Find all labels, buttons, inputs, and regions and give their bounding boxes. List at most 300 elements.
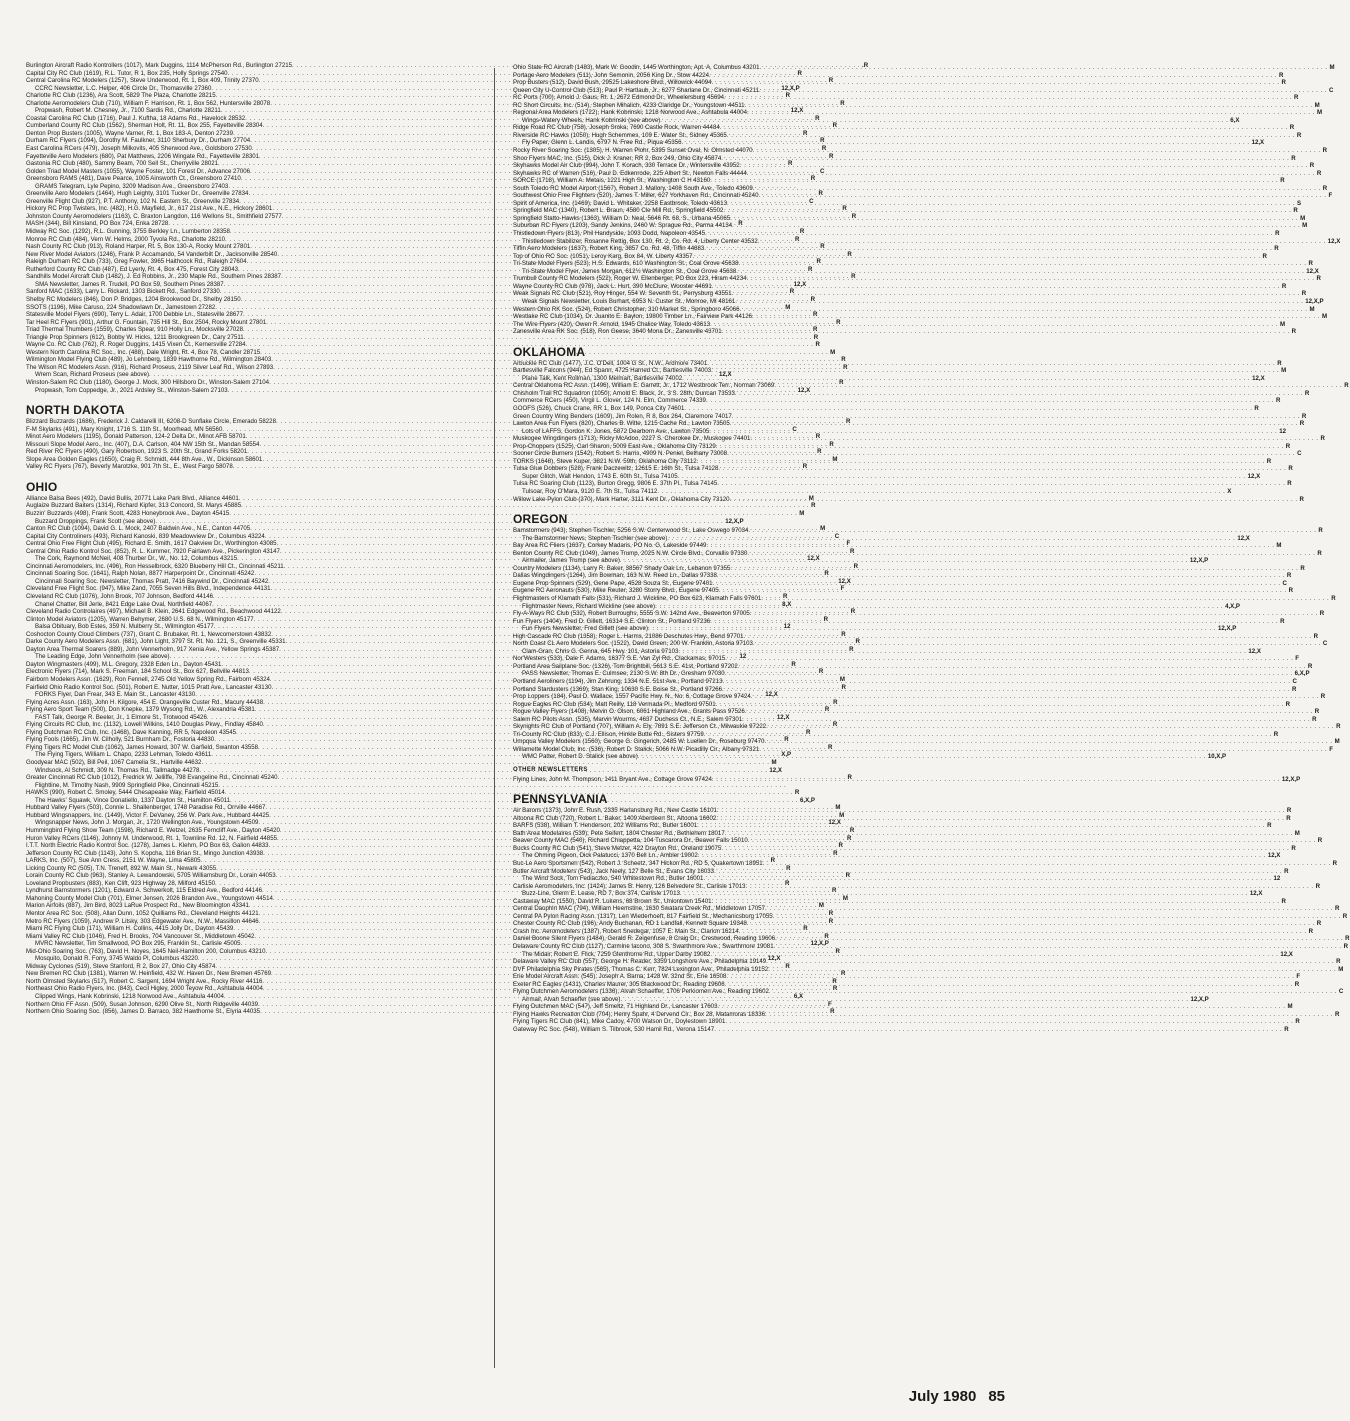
listing-text: Flying Acres Assn. (163), John H. Kilgore, 454 E. Orangeville Custer Rd., Macury 44438 bbox=[26, 698, 264, 706]
listing-code: C bbox=[834, 532, 840, 540]
listing-text: Hummingbird Flying Show Team (1598), Richard E. Wetzel, 2635 Ferncliff Ave., Dayton 45420 bbox=[26, 826, 280, 834]
listing-text: Rocky River Soaring Soc. (1305), H. Warren Plohr, 5395 Sunset Oval, N. Olmsted 44070 bbox=[513, 147, 753, 155]
listing-text: Propwash, Robert M. Chesney, Jr., 7100 Sardis Rd., Charlotte 28211 bbox=[35, 107, 221, 115]
listing-code: R bbox=[1273, 730, 1279, 738]
newsletter-listing bbox=[26, 782, 484, 790]
listing-text: Burlington Aircraft Radio Kontrollers (1017), Mark Duggins, 1114 McPherson Rd., Burlington 27215 bbox=[26, 62, 293, 69]
newsletter-listing bbox=[26, 183, 484, 191]
listing-code: 12,X,P bbox=[781, 84, 800, 92]
listing-code: R bbox=[836, 318, 841, 326]
listing-text: Fun Flyers (1404), Fred D. Gillett, 16314 S.E. Clinton St., Portland 97236 bbox=[513, 617, 711, 625]
listing-text: Wilmington Model Flying Club (489), Jo Lehnberg, 1839 Hawthorne Rd., Wilmington 28403 bbox=[26, 356, 272, 364]
club-listing bbox=[513, 290, 1307, 298]
listing-code: 12,X bbox=[767, 955, 781, 963]
listing-code: 12,X bbox=[793, 280, 807, 288]
listing-text: FORKS Flyer, Dan Frear, 343 E. Main St., Lancaster 43130 bbox=[35, 691, 196, 699]
listing-code: M bbox=[1302, 222, 1308, 230]
listing-code: M bbox=[839, 811, 845, 819]
listing-code: R bbox=[843, 363, 848, 371]
dot-leader bbox=[774, 943, 1342, 951]
listing-code: 12,X bbox=[719, 371, 732, 379]
listing-text: Exeter RC Eagles (1431), Charles Maurer, 305 Blackwood Dr., Reading 19606 bbox=[513, 980, 725, 988]
listing-text: Central Carolina RC Modelers (1257), Steve Underwood, Rt. 1, Box 409, Trinity 27370 bbox=[26, 77, 259, 85]
dot-leader bbox=[705, 230, 1273, 238]
club-listing bbox=[513, 562, 1305, 573]
listing-text: Canton RC Club (1094), David G. L. Mock, 2407 Baldwin Ave., N.E., Canton 44705 bbox=[26, 525, 251, 533]
dot-leader bbox=[725, 670, 1293, 678]
listing-code: C bbox=[1322, 640, 1328, 648]
listing-code: M bbox=[1314, 101, 1320, 109]
listing-text: Winston-Salem RC Club (1180), George J. Mock, 300 Hillsboro Dr., Winston-Salem 27104 bbox=[26, 378, 270, 386]
newsletter-listing bbox=[513, 235, 1341, 246]
listing-code: R bbox=[842, 205, 847, 213]
listing-code: S bbox=[1296, 199, 1302, 207]
listing-code: R bbox=[802, 463, 808, 471]
listing-text: Skynights RC Club of Portland (707), William A. Ely, 7891 S.E. Jefferson Ct., Milwaukie 97222 bbox=[513, 723, 767, 731]
club-listing bbox=[513, 822, 1272, 830]
club-listing bbox=[513, 829, 1300, 838]
listing-text: Central Ohio Radio Kontrol Soc. (852), R. L. Kummer, 7920 Fairlawn Ave., Pickerington 43147 bbox=[26, 547, 280, 555]
listing-text: Erie Model Aircraft Assn. (545), Joseph A. Barna, 1428 W. 32nd St., Erie 16508 bbox=[513, 973, 727, 981]
listing-code: R bbox=[1289, 124, 1295, 132]
listing-text: Lawton Area Fun Flyers (820), Charles B. Witte, 1215 Cache Rd., Lawton 73505 bbox=[513, 420, 730, 428]
club-listing bbox=[513, 212, 1306, 223]
club-listing bbox=[513, 197, 1302, 208]
listing-text: Mosquito, Donald R. Forry, 3745 Waldo Pl, Columbus 43220 bbox=[35, 955, 198, 963]
listing-code: R bbox=[1316, 169, 1322, 177]
listing-text: Northern Ohio Soaring Soc. (856), James D. Barraco, 382 Hawthorne St., Elyria 44035 bbox=[26, 1008, 261, 1016]
listing-text: Triad Thermal Thumbers (1559), Charles Spear, 910 Holly Ln., Mocksville 27028 bbox=[26, 326, 243, 334]
listing-code: R bbox=[833, 849, 838, 857]
listing-text: Central Dauphin MAC (794), William Heemstine, 1630 Swatara Creek Rd., Middletown 17057 bbox=[513, 905, 765, 913]
club-listing bbox=[513, 640, 1328, 648]
listing-code: R bbox=[821, 145, 827, 153]
listing-text: Willamette Model Club, Inc. (536), Robert D. Stalick, 5066 N.W. Picadilly Cir., Albany 97321 bbox=[513, 745, 760, 753]
listing-text: SORCE (1718), William A. Metais, 1221 High St., Washington C H 43160 bbox=[513, 177, 711, 185]
listing-code: 12,X bbox=[1249, 890, 1263, 898]
listing-text: Capital City RC Club (1619), R.L. Tutor, R 1, Box 235, Holly Springs 27540 bbox=[26, 69, 228, 77]
club-listing bbox=[513, 79, 1286, 87]
state-heading: OHIO bbox=[26, 479, 58, 494]
listing-code: R bbox=[851, 273, 856, 281]
dot-leader bbox=[727, 450, 1295, 458]
club-listing bbox=[513, 577, 1287, 588]
newsletter-listing bbox=[513, 849, 1281, 860]
dot-leader bbox=[748, 527, 1316, 535]
dot-leader bbox=[716, 815, 1284, 823]
listing-code: R bbox=[1301, 290, 1307, 298]
listing-text: Coshocton County Cloud Climbers (737), Grant C. Brubaker, Rt. 1, Newcomerstown 43832 bbox=[26, 630, 272, 638]
listing-text: Nor'Westers (533), Dale F. Adams, 16377 S.E. Van Zyl Rd., Clackamas, 97015 bbox=[513, 655, 726, 663]
listing-code: R bbox=[835, 947, 840, 955]
listing-code: F bbox=[846, 540, 851, 548]
listing-code: R bbox=[815, 433, 821, 441]
listing-code: R bbox=[841, 356, 846, 364]
club-listing bbox=[513, 713, 1317, 724]
dot-leader bbox=[758, 235, 1326, 246]
listing-code: R bbox=[810, 175, 816, 183]
listing-code: R bbox=[824, 570, 829, 578]
listing-text: Marion Airfoils (887), Jim Bird, 8023 LaRue Prospect Rd., New Bloomington 43341 bbox=[26, 902, 249, 910]
club-listing bbox=[513, 99, 1320, 110]
dot-leader bbox=[746, 275, 1314, 283]
listing-code: 12,X bbox=[1252, 374, 1265, 382]
dot-leader bbox=[620, 557, 1188, 565]
listing-code: R bbox=[832, 721, 838, 729]
listing-code: R bbox=[845, 872, 851, 880]
page-number: 85 bbox=[988, 1388, 1005, 1405]
listing-text: Lorain County RC Club (963), Stanley A. Lewandowski, 5705 Williamsburg Dr., Lorain 44053 bbox=[26, 872, 276, 880]
listing-text: Rutherford County RC Club (487), Ed Lyerly, Rt. 4, Box 475, Forest City 28043 bbox=[26, 265, 239, 273]
listing-text: Flightline, M. Timothy Nash, 9909 Springfield Pike, Cincinnati 45215 bbox=[35, 781, 219, 789]
club-listing bbox=[513, 177, 1285, 185]
dot-leader bbox=[726, 973, 1294, 981]
listing-code: C bbox=[1297, 450, 1302, 458]
listing-text: Electronic Flyers (714), Mark S. Freeman, 184 School St., Box 627, Bellville 44813 bbox=[26, 668, 249, 676]
dot-leader bbox=[709, 425, 1277, 436]
listing-code: R bbox=[849, 645, 854, 653]
listing-code: R bbox=[1287, 480, 1292, 488]
listing-text: RC Ports (700), Arnold J. Gaus, Rt. 1, 2672 Edmond Dr., Wheelersburg 45694 bbox=[513, 94, 725, 102]
club-listing bbox=[513, 303, 1315, 314]
club-listing bbox=[513, 988, 1344, 996]
club-listing bbox=[513, 698, 1291, 709]
dot-leader bbox=[721, 845, 1289, 853]
club-listing bbox=[513, 958, 1341, 966]
listing-code: C bbox=[1329, 86, 1334, 94]
listing-text: Charlotte Aeromodelers Club (710), William F. Harrison, Rt. 1, Box 562, Huntersville 28078 bbox=[26, 99, 271, 107]
listing-code: 12,X bbox=[807, 555, 820, 563]
listing-text: Portland Area Sailplane Soc. (1326), Tom Brightbill, 5613 S.E. 41st, Portland 97202 bbox=[513, 662, 738, 670]
dot-leader bbox=[712, 280, 1280, 291]
listing-text: Umpqua Valley Modelers (1560), George G. Gingerich, 2485 W. Luellen Dr., Roseburg 97470 bbox=[513, 738, 765, 746]
newsletter-listing bbox=[513, 114, 1240, 125]
listing-text: BARFS (538), William T. Henderson, 202 Williams Rd., Butler 16001 bbox=[513, 822, 698, 830]
listing-code: 12,X bbox=[828, 819, 841, 827]
dot-leader bbox=[712, 79, 1280, 87]
listing-code: R bbox=[785, 92, 790, 100]
listing-code: R bbox=[1322, 147, 1327, 155]
listing-text: Tiffin Aero Modelers (1637), Robert King, 3857 Co. Rd. 48, Tiffin 44883 bbox=[513, 245, 705, 253]
listing-code: R bbox=[784, 736, 789, 744]
club-listing bbox=[513, 192, 1333, 200]
listing-code: R bbox=[1286, 807, 1292, 815]
listing-code: R bbox=[847, 774, 852, 782]
listing-code: R bbox=[1332, 859, 1338, 867]
listing-text: Goodyear MAC (502), Bill Peil, 1067 Camelia St., Hartville 44632 bbox=[26, 759, 202, 767]
dot-leader bbox=[747, 167, 1315, 178]
listing-code: 12 bbox=[783, 623, 791, 631]
listing-code: R bbox=[1294, 94, 1299, 102]
listing-code: 12,X,P bbox=[810, 940, 829, 948]
listing-text: Dayton Wingmasters (499), M.L. Gregory, 2328 Eden Ln., Dayton 45431 bbox=[26, 660, 222, 668]
dot-leader bbox=[638, 753, 1206, 761]
dot-leader bbox=[657, 488, 1225, 496]
listing-text: Cincinnati Soaring Soc. (1641), Ralph Nolan, 8877 Harperpoint Dr., Cincinnati 45242 bbox=[26, 570, 255, 578]
club-listing bbox=[513, 708, 1320, 716]
listing-code: R bbox=[1316, 920, 1322, 928]
club-listing bbox=[513, 587, 1294, 595]
listing-code: R bbox=[1267, 822, 1272, 830]
listing-code: R bbox=[1308, 260, 1313, 268]
listing-text: Buzz-Line, Glenn E. Lease, RD 7, Box 374, Carlisle 17013 bbox=[522, 890, 680, 898]
newsletter-listing bbox=[513, 600, 1240, 611]
listing-code: 12,X,P bbox=[1189, 557, 1209, 565]
newsletter-listing bbox=[513, 557, 1209, 565]
club-listing bbox=[513, 1025, 1289, 1034]
listing-code: 12,X bbox=[1248, 647, 1261, 655]
listing-text: Western North Carolina RC Soc., Inc. (488), Dale Wright, Rt. 4, Box 78, Candler 28715 bbox=[26, 348, 261, 356]
listing-code: 12 bbox=[1279, 427, 1286, 435]
club-listing bbox=[513, 440, 1291, 451]
listing-text: Red River RC Flyers (490), Gary Robertson, 1923 S. 20th St., Grand Forks 58201 bbox=[26, 448, 248, 456]
dot-leader bbox=[746, 883, 1314, 891]
listing-code: M bbox=[839, 676, 845, 684]
club-listing bbox=[513, 184, 1328, 193]
listing-code: 12,X bbox=[765, 691, 778, 699]
dot-leader bbox=[716, 698, 1284, 709]
dot-leader bbox=[730, 420, 1298, 428]
club-listing bbox=[513, 465, 1293, 473]
club-listing bbox=[513, 412, 1307, 421]
listing-code: R bbox=[1316, 275, 1321, 283]
listing-text: Arbuckle RC Club (1477), J.C. O'Dell, 1004 G St., N.W., Ardmore 73401 bbox=[513, 359, 708, 367]
listing-code: 4,X,P bbox=[1225, 602, 1240, 610]
club-listing bbox=[513, 250, 1267, 261]
club-listing bbox=[513, 542, 1282, 550]
listing-text: Cincinnati Soaring Soc. Newsletter, Thomas Pratt, 7416 Baywind Dr., Cincinnati 45242 bbox=[35, 577, 269, 585]
listing-text: Mahoning County Model Club (701), Elmer Jensen, 2026 Brandon Ave., Youngstown 44514 bbox=[26, 894, 273, 902]
listing-text: Ohio State RC Aircraft (1483), Mark W. Goodin, 1445 Worthington, Apt. A, Columbus 43201 bbox=[513, 64, 760, 71]
newsletter-listing bbox=[513, 753, 1227, 761]
listing-text: Tulsoar, Roy O'Mara, 9120 E. 7th St., Tulsa 74112 bbox=[522, 487, 658, 495]
listing-code: 12 bbox=[739, 653, 747, 661]
dot-leader bbox=[706, 542, 1274, 550]
listing-text: North Coast CL Aero Modelers Soc. (1522), David Green, 200 W. Franklin, Astoria 97103 bbox=[513, 640, 753, 648]
dot-leader bbox=[751, 693, 1319, 701]
listing-text: The Barnstormer News, Stephen Tischler (see above) bbox=[522, 534, 668, 542]
club-listing bbox=[513, 404, 1259, 413]
listing-text: Flying Tigers RC Model Club (1062), James Howard, 307 W. Garfield, Swanton 43558 bbox=[26, 743, 259, 751]
listing-code: R bbox=[818, 668, 824, 676]
dot-leader bbox=[739, 928, 1307, 936]
listing-code: R bbox=[1292, 685, 1297, 693]
listing-code: R bbox=[1335, 1010, 1340, 1018]
listing-code: R bbox=[851, 212, 857, 220]
listing-text: FAST Talk, George R. Beeler, Jr., 1 Elmore St., Trotwood 45426 bbox=[35, 713, 207, 721]
dot-leader bbox=[753, 147, 1321, 155]
club-listing bbox=[513, 859, 1338, 868]
club-listing bbox=[513, 942, 1348, 951]
listing-text: Licking County RC (505), T.N. Treneff, 892 W. Main St., Newark 43055 bbox=[26, 864, 217, 872]
listing-code: R bbox=[1322, 184, 1328, 192]
listing-text: Fairborn Modelers Assn. (1629), Ron Fennell, 2745 Old Yellow Spring Rd., Fairborn 45324 bbox=[26, 676, 270, 684]
listing-text: Triangle Prop Spinners (612), Bobby W. Hicks, 1211 Brookgreen Dr., Cary 27511 bbox=[26, 333, 244, 341]
club-listing bbox=[513, 152, 1296, 163]
listing-code: R bbox=[820, 243, 825, 251]
listing-code: M bbox=[1338, 965, 1344, 973]
club-listing bbox=[513, 615, 1285, 626]
club-listing bbox=[513, 280, 1287, 291]
listing-text: New Bremen RC Club (1381), Warren W. Heinfield, 432 W. Haven Dr., New Bremen 45769 bbox=[26, 970, 271, 978]
listing-text: South Toledo RC Model Airport (1567), Robert J. Mallory, 1408 South Ave., Toledo 43609 bbox=[513, 184, 753, 192]
dot-leader bbox=[748, 834, 1316, 845]
listing-code: R bbox=[1284, 867, 1289, 875]
listing-code: M bbox=[820, 525, 826, 533]
listing-text: Flightmasters of Klamath Falls (531), Richard J. Wickline, PO Box 623, Klamath Falls 97601 bbox=[513, 595, 762, 602]
listing-text: Clam-Gran, Chris G. Genna, 645 Hwy. 101, Astoria 97103 bbox=[522, 647, 679, 655]
club-listing bbox=[513, 495, 1304, 504]
listing-code: R bbox=[788, 160, 793, 168]
listing-code: 10,X,P bbox=[1207, 753, 1227, 761]
listing-text: Portland Aeroliners (1194), Jim Zehrung, 1334 N.E. 51st Ave., Portland 97213 bbox=[513, 678, 723, 686]
listing-code: M bbox=[818, 902, 824, 910]
club-listing bbox=[513, 162, 1315, 170]
listing-text: Plane Talk, Kent Rollman, 1300 Melmart, Bartlesville 74002 bbox=[522, 374, 683, 382]
listing-text: Missouri Slope Model Aero., Inc. (407), D.A. Carlson, 404 NW 15th St., Mandan 58554 bbox=[26, 440, 260, 448]
club-listing bbox=[26, 789, 800, 797]
dot-leader bbox=[747, 547, 1315, 558]
listing-code: 12,X bbox=[1247, 472, 1261, 480]
listing-text: The Midair, Robert E. Flick, 7259 Glenthorne Rd., Upper Darby 19082 bbox=[522, 950, 711, 958]
listing-text: Rogue Valley Flyers (1408), Melvin O. Olson, 6061 Highland Ave., Grants Pass 97526 bbox=[513, 708, 745, 716]
dot-leader bbox=[727, 197, 1295, 208]
dot-leader bbox=[730, 212, 1298, 223]
club-listing bbox=[513, 129, 1302, 140]
listing-text: MASH (344), Bill Kinsland, PO Box 724, Enka 28728 bbox=[26, 220, 169, 228]
dot-leader bbox=[711, 898, 1279, 906]
listing-text: Country Modelers (1134), Larry R. Baker, 38567 Shady Oak Ln., Lebanon 97355 bbox=[513, 564, 731, 572]
listing-text: Alliance Balsa Bees (492), David Bullis, 20771 Lake Park Blvd., Alliance 44601 bbox=[26, 494, 239, 502]
listing-text: Charlotte RC Club (1236), Ara Scott, 5829 The Plaza, Charlotte 28215 bbox=[26, 92, 216, 100]
club-listing bbox=[513, 723, 1341, 731]
dot-leader bbox=[716, 440, 1284, 451]
listing-text: Clipped Wings, Hank Kobrinski, 1218 Norwood Ave., Ashtabula 44004 bbox=[35, 992, 224, 1000]
listing-code: R bbox=[785, 879, 790, 887]
listing-text: Carlisle Aeromodelers, Inc. (1424), James B. Henry, 126 Belvedere St., Carlisle 17013 bbox=[513, 882, 746, 890]
listing-code: R bbox=[1335, 905, 1340, 913]
listing-code: R bbox=[1320, 435, 1325, 443]
listing-text: Blizzard Buzzards (1686), Frederick J. Caldarelli III, 6208-D Sunflake Circle, Emerado 58228 bbox=[26, 418, 276, 426]
listing-code: R bbox=[811, 502, 816, 510]
listing-text: Weak Signals RC Club (521), Roy Hinger, 554 W. Seventh St., Perrysburg 43551 bbox=[513, 290, 732, 298]
listing-text: Butler Aircraft Modelers (543), Jack Neely, 127 Belle St., Evans City 16033 bbox=[513, 867, 715, 875]
state-heading: OREGON bbox=[513, 512, 568, 527]
club-listing bbox=[513, 389, 1310, 398]
listing-text: Chanel Chatter, Bill Jerle, 8421 Edge Lake Oval, Northfield 44067 bbox=[35, 600, 213, 608]
listing-text: Greensboro RAMS (481), Dave Pearce, 1005 Ainsworth Ct., Greensboro 27410 bbox=[26, 175, 241, 183]
listing-code: 6,X,P bbox=[1294, 670, 1310, 678]
listing-text: Sanford MAC (1633), Larry L. Rickard, 1303 Bickett Rd., Sanford 27330 bbox=[26, 288, 220, 296]
listing-code: R bbox=[815, 114, 820, 122]
listing-code: R bbox=[839, 378, 844, 386]
listing-text: Flying Dutchmen Aeromodelers (1336), Alvah Schaeffer, 1706 Perkiomen Ave., Reading 19602 bbox=[513, 988, 769, 996]
dot-leader bbox=[709, 69, 1277, 80]
listing-code: M bbox=[808, 494, 814, 502]
listing-text: High Cascade RC Club (1358), Roger L. Harms, 21086 Deschutes Hwy., Bend 97701 bbox=[513, 632, 744, 640]
listing-text: Lots of LAFFS, Gordon K. Jones, 5872 Dearborn Ave., Lawton 73505 bbox=[522, 427, 710, 435]
listing-text: Riverside RC Hawks (1050), Hugh Schemmes, 109 E. Water St., Sidney 45365 bbox=[513, 131, 727, 139]
club-listing bbox=[513, 683, 1297, 694]
listing-code: R bbox=[850, 608, 856, 616]
dot-leader bbox=[722, 328, 1290, 336]
dot-leader bbox=[713, 577, 1281, 588]
listing-text: Flying Aero Sport Team (500), Don Knepke, 1379 Wysong Rd., W., Alexandria 45381 bbox=[26, 706, 255, 714]
listing-code: 12,X,P bbox=[1281, 775, 1301, 783]
listing-code: R bbox=[853, 562, 859, 570]
listing-code: 6,X bbox=[793, 992, 804, 1000]
club-listing bbox=[513, 147, 1327, 155]
listing-text: Mid-Ohio Soaring Soc. (763), David H. Noyes, 1645 Neil-Hamilton 200, Columbus 43210 bbox=[26, 947, 266, 955]
listing-text: Fairfield Ohio Radio Kontrol Soc. (501), Robert E. Nutter, 1015 Pratt Ave., Lancaster 43130 bbox=[26, 683, 272, 691]
dot-leader bbox=[725, 655, 1293, 663]
dot-leader bbox=[758, 192, 1326, 200]
dot-leader bbox=[735, 295, 1303, 306]
dot-leader bbox=[735, 390, 1303, 398]
listing-text: Zanesville Area RK Soc. (518), Ron Geese, 3640 Mona Dr., Zanesville 43701 bbox=[513, 328, 722, 336]
listing-code: F bbox=[1328, 192, 1333, 200]
club-listing bbox=[513, 1010, 1340, 1019]
listing-text: Tulsa RC Soaring Club (1123), Burton Gregg, 9806 E. 37th Pl., Tulsa 74145 bbox=[513, 480, 718, 488]
newsletter-listing bbox=[513, 890, 1263, 898]
listing-text: Cincinnati Aeromodelers, Inc. (496), Ron Hesselbrock, 6320 Blueberry Hill Ct., Cincinnati 45211 bbox=[26, 562, 284, 570]
listing-text: HAWKS (990), Robert C. Smoley, 5444 Chesapeake Way, Fairfield 45014 bbox=[26, 789, 225, 797]
dot-leader bbox=[768, 966, 1336, 974]
listing-code: R bbox=[830, 1008, 835, 1016]
listing-code: M bbox=[1334, 738, 1340, 746]
listing-code: 12,X bbox=[769, 766, 782, 774]
listing-text: Sooner Circle Burners (1542), Robert S. Harris, 4909 N. Peniel, Bethany 73008 bbox=[513, 450, 728, 458]
club-listing bbox=[513, 480, 1292, 488]
listing-code: R bbox=[1288, 465, 1293, 473]
dot-leader bbox=[682, 375, 1250, 383]
listing-code: 12,X bbox=[838, 577, 851, 585]
listing-code: M bbox=[1316, 109, 1323, 117]
listing-text: Airmailer, James Trump (see above) bbox=[522, 557, 620, 565]
listing-text: Shoo Flyers MAC, Inc. (515), Dick J. Kraner, RR 2, Box 249, Ohio City 45874 bbox=[513, 154, 722, 162]
dot-leader bbox=[667, 532, 1235, 543]
listing-text: GRAMS Telegram, Lyle Pepino, 3209 Madison Ave., Greensboro 27403 bbox=[35, 182, 229, 190]
dot-leader bbox=[723, 207, 1291, 215]
club-listing bbox=[513, 973, 1301, 981]
listing-code: X bbox=[1227, 487, 1232, 495]
listing-code: 12 bbox=[1273, 875, 1281, 883]
listing-code: R bbox=[1291, 154, 1296, 162]
listing-code: R bbox=[799, 228, 805, 236]
listing-code: R bbox=[1317, 837, 1323, 845]
dot-leader bbox=[732, 290, 1300, 298]
club-listing bbox=[513, 834, 1323, 845]
right-column bbox=[513, 64, 1350, 1034]
issue-date: July 1980 bbox=[908, 1388, 977, 1405]
listing-code: F bbox=[1329, 745, 1333, 753]
listing-text: Top of Ohio RC Soc. (1051), Leroy Karg, Box 84, W. Liberty 43357 bbox=[513, 252, 693, 260]
club-listing bbox=[513, 814, 1291, 823]
club-listing bbox=[513, 359, 1282, 368]
listing-code: M bbox=[1280, 320, 1286, 328]
club-listing bbox=[513, 572, 1292, 580]
club-listing bbox=[513, 84, 1334, 95]
listing-code: R bbox=[1308, 927, 1314, 935]
dot-leader bbox=[704, 728, 1272, 739]
listing-text: Wayne Co. RC Club (762), R. Roger Duggins, 1415 Vixen Ct., Kernersville 27284 bbox=[26, 341, 246, 349]
listing-text: Sandhills Model Aircraft Club (1482), J. Ed Robbins, Jr., 230 Maple Rd., Southern Pines 28387 bbox=[26, 273, 282, 281]
listing-code: R bbox=[738, 220, 743, 228]
listing-text: The Cork, Raymond McNeil, 408 Thurber Dr., W., No. 12, Columbus 43215 bbox=[35, 555, 238, 563]
listing-code: R bbox=[1313, 632, 1318, 640]
listing-code: F bbox=[828, 1000, 832, 1008]
listing-text: Muskogee Wingdingers (1713), Ricky McAdoo, 2227 S. Cherokee Dr., Muskogee 74401 bbox=[513, 435, 751, 443]
